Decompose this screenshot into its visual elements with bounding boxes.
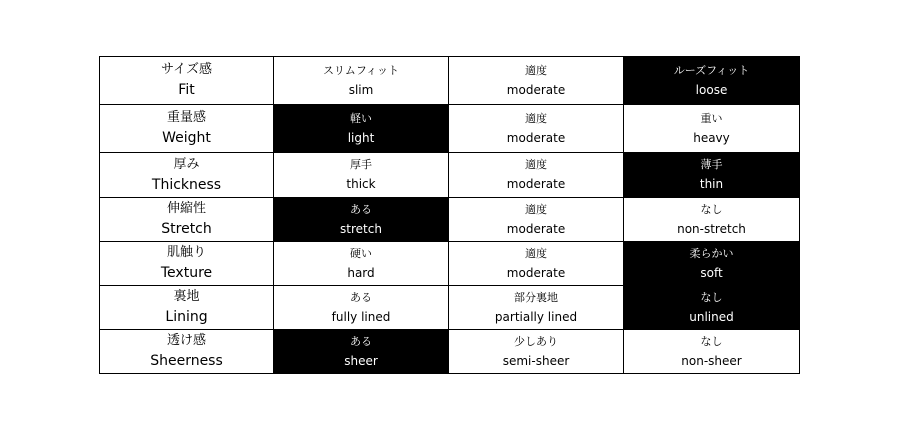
option-en: unlined: [689, 309, 734, 324]
option-jp: 重い: [700, 111, 723, 125]
attribute-row-stretch: [100, 198, 800, 242]
option-en: thin: [699, 177, 724, 191]
label-jp: サイズ感: [161, 62, 212, 77]
attribute-row-weight: [100, 105, 800, 153]
option-jp: 柔らかい: [689, 246, 734, 260]
option-jp: 薄手: [700, 158, 723, 171]
attribute-label: [100, 57, 274, 105]
label-en: Fit: [178, 82, 195, 98]
option-jp: ある: [350, 290, 372, 304]
option-en: soft: [700, 265, 723, 280]
option-en: slim: [348, 82, 374, 97]
option-en: non-stretch: [677, 221, 746, 236]
option-en: partially lined: [494, 309, 578, 324]
attribute-row-fit: [100, 57, 800, 105]
option-cell: [274, 330, 449, 374]
label-jp: 肌触り: [166, 245, 206, 260]
label-en: Texture: [160, 265, 213, 281]
option-cell: [274, 286, 449, 330]
option-en: hard: [347, 265, 375, 280]
option-jp: ある: [350, 334, 372, 348]
option-jp: 軽い: [350, 111, 372, 125]
option-en: moderate: [506, 265, 566, 280]
label-jp: 厚み: [173, 156, 200, 172]
label-jp: 裏地: [173, 289, 200, 304]
attribute-row-texture: [100, 242, 800, 286]
option-en: light: [347, 130, 375, 145]
option-cell: [624, 57, 800, 105]
option-cell: [274, 242, 449, 286]
label-en: Thickness: [151, 176, 222, 193]
attribute-label: [100, 242, 274, 286]
option-cell: [624, 105, 800, 153]
option-en: non-sheer: [681, 353, 742, 368]
option-jp: 硬い: [350, 246, 372, 260]
option-jp: 少しあり: [514, 334, 558, 348]
attribute-label: [100, 286, 274, 330]
product-attribute-table: [99, 56, 800, 374]
option-jp: 適度: [525, 63, 547, 77]
option-jp: 適度: [525, 158, 547, 171]
option-jp: 適度: [525, 111, 547, 125]
label-en: Stretch: [161, 221, 212, 237]
label-en: Lining: [165, 309, 208, 325]
attribute-row-lining: [100, 286, 800, 330]
option-en: thick: [346, 177, 376, 191]
option-cell: [449, 105, 624, 153]
option-en: semi-sheer: [502, 353, 570, 368]
option-jp: なし: [700, 290, 723, 304]
option-cell: [449, 153, 624, 198]
option-jp: スリムフィット: [322, 63, 400, 77]
option-en: heavy: [693, 130, 730, 145]
label-jp: 重量感: [166, 110, 206, 125]
option-en: moderate: [506, 130, 566, 145]
option-cell: [274, 105, 449, 153]
attribute-row-thickness: [100, 153, 800, 198]
option-cell: [624, 198, 800, 242]
option-cell: [624, 242, 800, 286]
option-cell: [624, 286, 800, 330]
label-en: Sheerness: [150, 353, 223, 369]
label-jp: 透け感: [166, 333, 206, 348]
attribute-row-sheerness: [100, 330, 800, 374]
option-cell: [624, 330, 800, 374]
option-en: fully lined: [331, 309, 391, 324]
option-cell: [274, 198, 449, 242]
option-jp: 適度: [525, 246, 547, 260]
label-en: Weight: [162, 130, 211, 146]
option-cell: [449, 330, 624, 374]
option-en: moderate: [506, 82, 566, 97]
option-en: moderate: [506, 177, 566, 191]
option-jp: ルーズフィット: [673, 63, 750, 77]
option-en: loose: [695, 82, 728, 97]
option-en: stretch: [340, 221, 382, 236]
attribute-label: [100, 105, 274, 153]
option-cell: [624, 153, 800, 198]
label-jp: 伸縮性: [166, 201, 206, 216]
option-cell: [274, 57, 449, 105]
option-cell: [449, 242, 624, 286]
option-cell: [449, 57, 624, 105]
option-cell: [274, 153, 449, 198]
attribute-label: [100, 198, 274, 242]
attribute-label: [100, 153, 274, 198]
option-cell: [449, 286, 624, 330]
option-jp: 部分裏地: [514, 290, 558, 304]
option-jp: なし: [700, 334, 723, 348]
option-en: sheer: [344, 353, 378, 368]
option-jp: ある: [350, 202, 372, 216]
option-jp: 適度: [525, 202, 547, 216]
option-jp: なし: [700, 202, 723, 216]
option-cell: [449, 198, 624, 242]
option-jp: 厚手: [350, 158, 372, 171]
attribute-label: [100, 330, 274, 374]
option-en: moderate: [506, 221, 566, 236]
